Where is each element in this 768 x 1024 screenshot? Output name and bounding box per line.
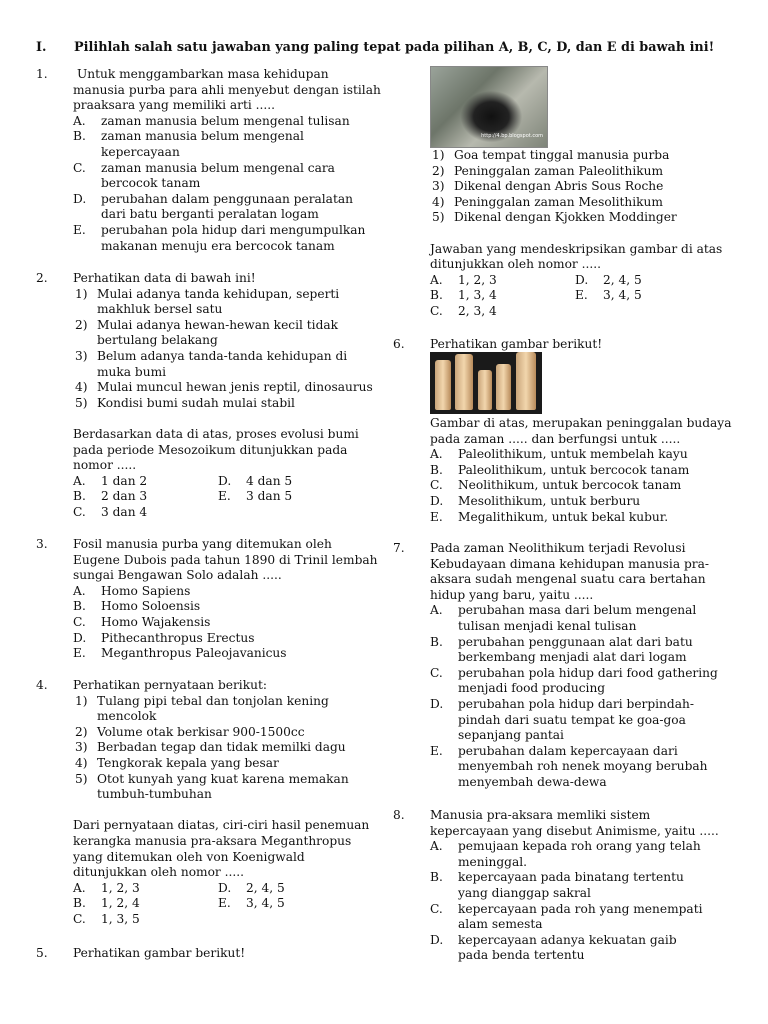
stone-axe-icon — [478, 370, 492, 410]
question-text: Dari pernyataan diatas, ciri-ciri hasil penemuan kerangka manusia pra-aksara Meganthropus yang ditemukan oleh von Koenigwald ditunjukkan oleh nomor ..... — [73, 818, 370, 880]
statement-item: 1) Goa tempat tinggal manusia purba — [432, 148, 670, 162]
statement-item: 1) Mulai adanya tanda kehidupan, seperti makhluk bersel satu — [75, 286, 340, 317]
question-1 — [36, 67, 381, 254]
statement-item: 5) Kondisi bumi sudah mulai stabil — [75, 395, 295, 410]
statement-item: 3) Berbadan tegap dan tidak memilki dagu — [75, 740, 346, 755]
question-2 — [36, 271, 381, 521]
option-d[interactable]: D. Mesolithikum, untuk berburu — [430, 493, 641, 508]
option-c[interactable]: C. 1, 3, 5 — [73, 911, 140, 926]
option-a[interactable]: A. 1, 2, 3 — [430, 272, 497, 287]
statement-item: 1) Tulang pipi tebal dan tonjolan kening mencolok — [75, 693, 329, 724]
option-b[interactable]: B. perubahan penggunaan alat dari batu berkembang menjadi alat dari logam — [430, 634, 693, 665]
option-c[interactable]: C. kepercayaan pada roh yang menempati alam semesta — [430, 901, 703, 932]
option-b[interactable]: B. Homo Soloensis — [73, 599, 201, 614]
question-stem-line: Untuk menggambarkan masa kehidupan — [77, 67, 329, 81]
option-d[interactable]: D. 2, 4, 5 — [575, 272, 642, 287]
option-d[interactable]: D. perubahan pola hidup dari berpindah-pindah dari suatu tempat ke goa-goa sepanjang pantai — [430, 696, 694, 743]
section-instruction: Pilihlah salah satu jawaban yang paling tepat pada pilihan A, B, C, D, dan E di bawah ini! — [74, 40, 715, 55]
question-stem: Fosil manusia purba yang ditemukan oleh Eugene Dubois pada tahun 1890 di Trinil lembah sungai Bengawan Solo adalah ..... — [73, 537, 378, 583]
statement-item: 3) Dikenal dengan Abris Sous Roche — [432, 179, 664, 194]
option-e[interactable]: E. 3 dan 5 — [218, 489, 293, 504]
statement-item: 2) Peninggalan zaman Paleolithikum — [432, 163, 664, 178]
question-number: 7. — [393, 541, 405, 555]
option-d[interactable]: D. Pithecanthropus Erectus — [73, 630, 255, 645]
cave-photo — [430, 66, 548, 148]
question-stem: Manusia pra-aksara memliki sistem kepercayaan yang disebut Animisme, yaitu ..... — [430, 808, 719, 838]
option-c[interactable]: C. perubahan pola hidup dari food gathering menjadi food producing — [430, 665, 718, 696]
question-stem: Perhatikan pernyataan berikut: — [73, 678, 267, 692]
statement-item: 3) Belum adanya tanda-tanda kehidupan di muka bumi — [75, 348, 348, 379]
option-c[interactable]: C. Homo Wajakensis — [73, 614, 211, 629]
option-a[interactable]: A. Homo Sapiens — [73, 583, 191, 598]
option-c[interactable]: C. 2, 3, 4 — [430, 303, 497, 318]
section-number: I. — [36, 40, 47, 55]
option-e[interactable]: E. perubahan dalam kepercayaan dari menyembah roh nenek moyang berubah menyembah dewa-dewa — [430, 743, 708, 789]
photo-caption: http://4.bp.blogspot.com — [481, 133, 543, 140]
option-d[interactable]: D. 4 dan 5 — [218, 473, 293, 488]
question-6 — [393, 337, 738, 353]
option-b[interactable]: B. 2 dan 3 — [73, 489, 148, 504]
question-7 — [393, 541, 738, 791]
option-c[interactable]: C. zaman manusia belum mengenal cara bercocok tanam — [73, 160, 335, 191]
stone-axe-icon — [516, 352, 536, 410]
question-stem: Perhatikan data di bawah ini! — [73, 271, 256, 285]
stone-axe-icon — [455, 354, 473, 410]
statement-item: 5) Dikenal dengan Kjokken Moddinger — [432, 210, 677, 225]
option-c[interactable]: C. 3 dan 4 — [73, 504, 148, 519]
question-5 — [36, 946, 381, 962]
statement-item: 4) Tengkorak kepala yang besar — [75, 755, 279, 770]
question-stem: Perhatikan gambar berikut! — [430, 337, 603, 351]
option-c[interactable]: C. Neolithikum, untuk bercocok tanam — [430, 478, 682, 493]
question-number: 8. — [393, 808, 405, 822]
stone-axe-icon — [435, 360, 451, 410]
question-number: 4. — [36, 678, 48, 692]
option-e[interactable]: E. Megalithikum, untuk bekal kubur. — [430, 509, 669, 524]
options-grid — [73, 881, 381, 928]
options-grid — [73, 474, 381, 521]
question-5-content — [430, 148, 750, 320]
stone-axe-icon — [496, 364, 511, 410]
option-a[interactable]: A. 1, 2, 3 — [73, 880, 140, 895]
question-6-content — [430, 416, 740, 525]
options-grid — [430, 273, 750, 320]
option-e[interactable]: E. 3, 4, 5 — [218, 896, 285, 911]
option-e[interactable]: E. 3, 4, 5 — [575, 288, 642, 303]
question-stem: Perhatikan gambar berikut! — [73, 946, 246, 960]
option-b[interactable]: B. 1, 3, 4 — [430, 288, 497, 303]
question-text: Gambar di atas, merupakan peninggalan budaya pada zaman ..... dan berfungsi untuk ..... — [430, 416, 732, 446]
option-e[interactable]: E. perubahan pola hidup dari mengumpulkan makanan menuju era bercocok tanam — [73, 222, 366, 253]
option-a[interactable]: A. zaman manusia belum mengenal tulisan — [73, 113, 350, 128]
stone-tools-photo — [430, 352, 542, 414]
question-3 — [36, 537, 381, 662]
option-a[interactable]: A. perubahan masa dari belum mengenal tulisan menjadi kenal tulisan — [430, 603, 697, 633]
question-number: 5. — [36, 946, 48, 960]
statement-item: 2) Mulai adanya hewan-hewan kecil tidak bertulang belakang — [75, 317, 339, 348]
question-text: Jawaban yang mendeskripsikan gambar di atas ditunjukkan oleh nomor ..... — [430, 241, 723, 272]
option-a[interactable]: A. Paleolithikum, untuk membelah kayu — [430, 447, 688, 462]
option-a[interactable]: A. pemujaan kepada roh orang yang telah meninggal. — [430, 839, 701, 869]
question-number: 1. — [36, 67, 48, 81]
option-b[interactable]: B. kepercayaan pada binatang tertentu yang dianggap sakral — [430, 870, 684, 900]
question-4 — [36, 678, 381, 928]
question-8 — [393, 808, 738, 964]
option-a[interactable]: A. 1 dan 2 — [73, 473, 148, 488]
statement-item: 2) Volume otak berkisar 900-1500cc — [75, 724, 305, 739]
statement-item: 4) Mulai muncul hewan jenis reptil, dinosaurus — [75, 380, 373, 395]
option-d[interactable]: D. kepercayaan adanya kekuatan gaib pada benda tertentu — [430, 932, 677, 963]
option-b[interactable]: B. 1, 2, 4 — [73, 896, 140, 911]
question-number: 2. — [36, 271, 48, 285]
question-stem: Pada zaman Neolithikum terjadi Revolusi Kebudayaan dimana kehidupan manusia pra-aksara sudah mengenal suatu cara bertahan hidup yang baru, yaitu ..... — [430, 541, 709, 602]
question-text: Berdasarkan data di atas, proses evolusi bumi pada periode Mesozoikum ditunjukkan pada nomor ..... — [73, 426, 359, 473]
option-b[interactable]: B. Paleolithikum, untuk bercocok tanam — [430, 462, 690, 477]
option-b[interactable]: B. zaman manusia belum mengenal kepercayaan — [73, 129, 304, 159]
statement-item: 4) Peninggalan zaman Mesolithikum — [432, 194, 663, 209]
option-d[interactable]: D. perubahan dalam penggunaan peralatan dari batu berganti peralatan logam — [73, 191, 353, 222]
statement-item: 5) Otot kunyah yang kuat karena memakan tumbuh-tumbuhan — [75, 771, 349, 802]
question-stem-line: praaksara yang memiliki arti ..... — [73, 98, 276, 113]
question-number: 6. — [393, 337, 405, 351]
option-d[interactable]: D. 2, 4, 5 — [218, 880, 285, 895]
question-stem-line: manusia purba para ahli menyebut dengan istilah — [73, 82, 381, 97]
option-e[interactable]: E. Meganthropus Paleojavanicus — [73, 646, 287, 661]
question-number: 3. — [36, 537, 48, 551]
